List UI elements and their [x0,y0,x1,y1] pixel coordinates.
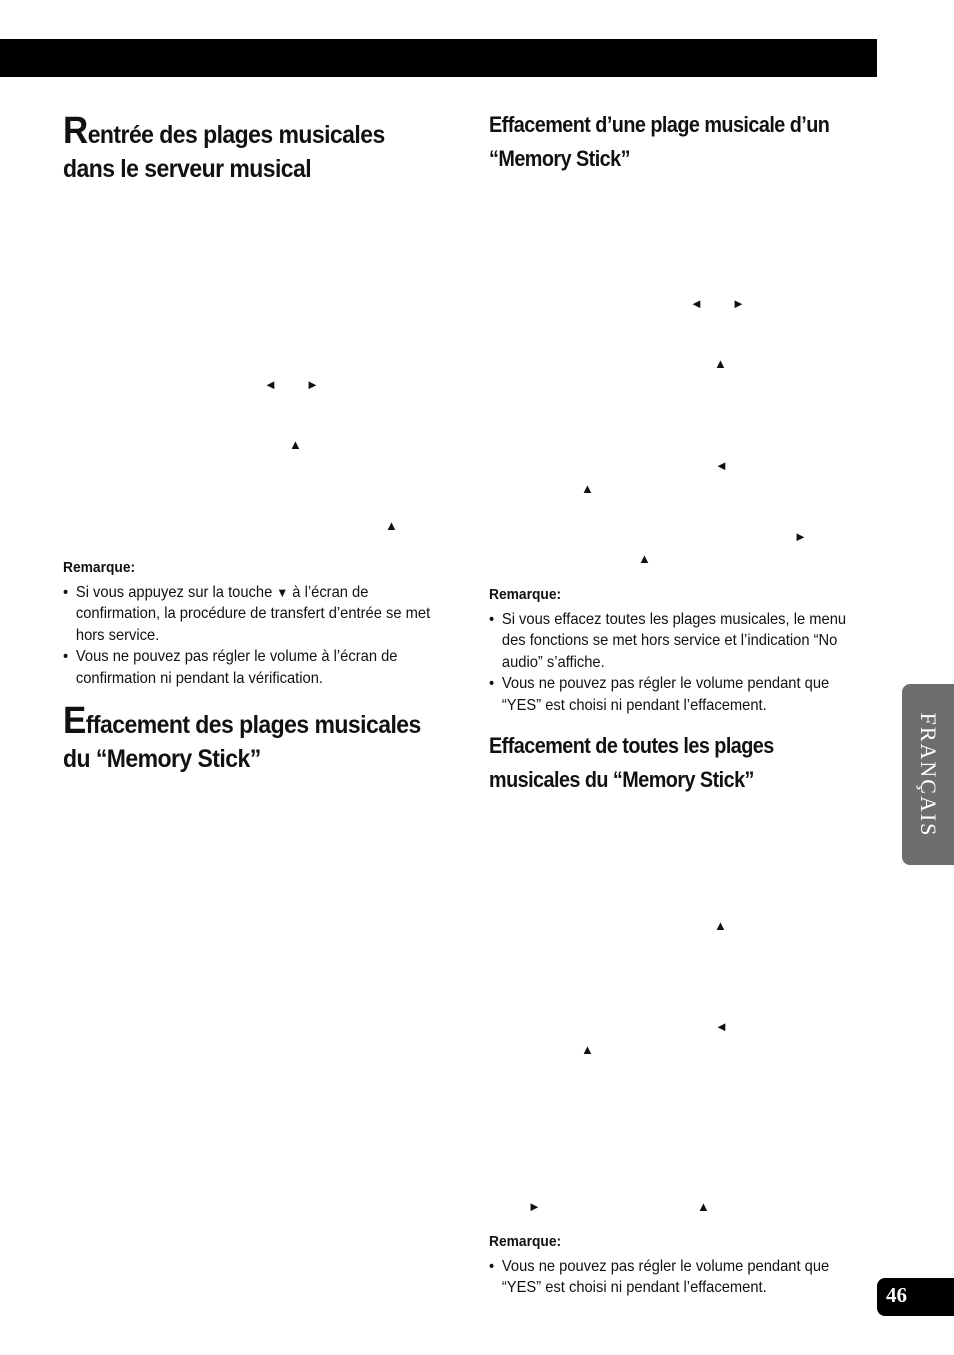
page-number: 46 [886,1283,907,1307]
subsection-title-toutes: Effacement de toutes les plages musicales du “Memory Stick” [489,733,774,792]
subsection-title-une-plage: Effacement d’une plage musicale d’un “Memory Stick” [489,112,830,171]
note-item: • Vous ne pouvez pas régler le volume pendant que “YES” est choisi ni pendant l’effacement. [489,1256,866,1299]
section-title-effacement [63,700,431,776]
drop-cap: E [63,700,86,742]
right-arrow-icon: ► [794,529,807,544]
right-arrow-icon: ► [528,1199,541,1214]
note-text: Si vous appuyez sur la touche [75,583,273,601]
title-line2: du “Memory Stick” [63,745,261,773]
right-arrow-icon: ► [306,377,319,392]
note-item: • Vous ne pouvez pas régler le volume pendant que “YES” est choisi ni pendant l’effacement. [489,673,866,716]
note-item: • Si vous effacez toutes les plages musicales, le menu des fonctions se met hors service et l’indication “No audio” s’affiche. [489,609,866,674]
note-item [63,582,440,647]
up-arrow-icon: ▲ [638,551,651,566]
left-arrow-icon: ◄ [690,296,703,311]
note-title: Remarque: [489,586,562,603]
language-tab-label: FRANÇAIS [916,712,941,837]
up-arrow-icon: ▲ [581,481,594,496]
page-number-tab [877,1278,954,1316]
drop-cap: R [63,110,88,152]
up-arrow-icon: ▲ [289,437,302,452]
note-sub2 [489,1231,866,1299]
note-sub1 [489,584,866,716]
up-arrow-icon: ▲ [714,356,727,371]
note-section1 [63,557,440,689]
note-title: Remarque: [489,1233,562,1250]
up-arrow-icon: ▲ [714,918,727,933]
note-title: Remarque: [63,559,136,576]
up-arrow-icon: ▲ [385,518,398,533]
title-line2: dans le serveur musical [63,155,312,183]
down-arrow-icon: ▼ [276,584,289,600]
note-item [63,646,440,689]
note-text: Vous ne pouvez pas régler le volume à l’écran de confirmation ni pendant la vérification. [75,648,398,687]
section-title-rentree [63,110,431,186]
up-arrow-icon: ▲ [697,1199,710,1214]
up-arrow-icon: ▲ [581,1042,594,1057]
left-arrow-icon: ◄ [715,1019,728,1034]
right-arrow-icon: ► [732,296,745,311]
language-tab [902,684,954,865]
title-text: entrée des plages musicales [87,121,385,149]
note-text: à l’écran de confirmation, la procédure de transfert d’entrée se met hors service. [75,583,431,644]
title-text: ffacement des plages musicales [85,711,421,739]
header-bar [0,39,877,77]
left-arrow-icon: ◄ [264,377,277,392]
left-arrow-icon: ◄ [715,458,728,473]
